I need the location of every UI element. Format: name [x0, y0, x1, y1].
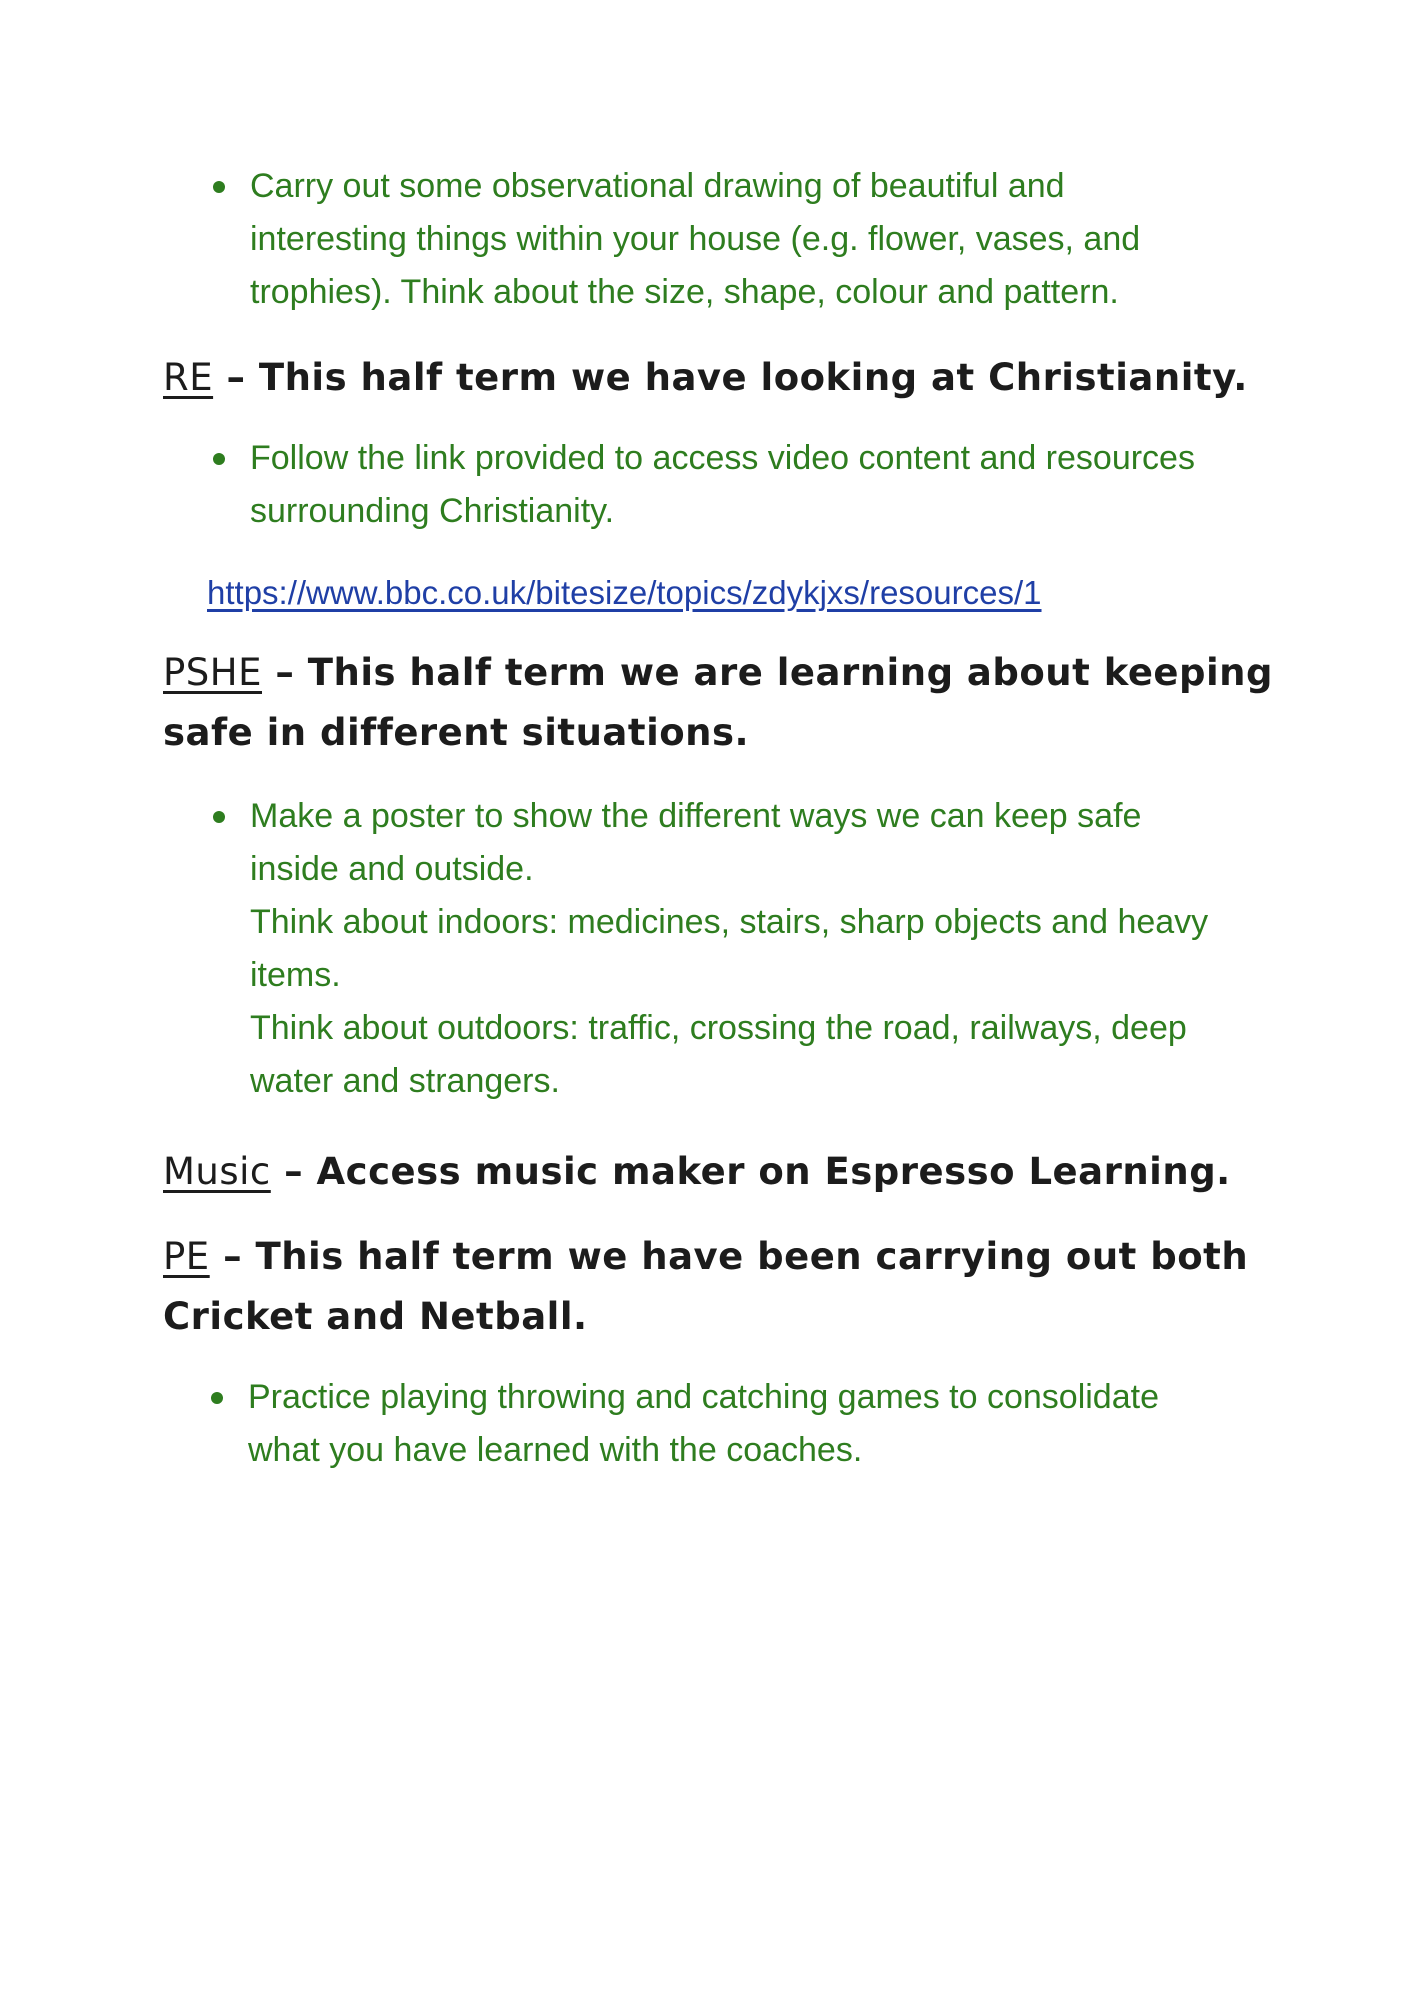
art-bullet-line: trophies). Think about the size, shape, colour and pattern. — [250, 273, 1119, 311]
music-heading-text: – Access music maker on Espresso Learning. — [270, 1150, 1231, 1193]
pshe-bullet-line: Make a poster to show the different ways we can keep safe — [250, 797, 1142, 835]
pe-subject-label: PE — [163, 1235, 210, 1278]
art-bullet-line: interesting things within your house (e.g. flower, vases, and — [250, 220, 1141, 258]
re-heading — [163, 348, 1283, 408]
pe-heading-text: – This half term we have been carrying out both — [209, 1235, 1249, 1278]
pshe-subject-label: PSHE — [163, 651, 262, 694]
re-heading-text: – This half term we have looking at Christianity. — [213, 356, 1248, 399]
pshe-heading-text-line2: safe in different situations. — [163, 711, 750, 754]
pe-heading — [163, 1227, 1283, 1347]
pe-heading-text-line2: Cricket and Netball. — [163, 1295, 588, 1338]
bbc-bitesize-link[interactable]: https://www.bbc.co.uk/bitesize/topics/zdykjxs/resources/1 — [207, 574, 1042, 611]
art-bullet-text — [250, 160, 1250, 319]
pshe-bullet-text — [250, 790, 1250, 1108]
pshe-bullet-line: Think about indoors: medicines, stairs, sharp objects and heavy — [250, 903, 1209, 941]
bullet-icon — [213, 811, 225, 823]
pe-bullet-text — [248, 1371, 1248, 1477]
bullet-icon — [213, 453, 225, 465]
music-subject-label: Music — [163, 1150, 271, 1193]
re-bullet-line: Follow the link provided to access video content and resources — [250, 439, 1195, 477]
pshe-bullet-line: water and strangers. — [250, 1062, 560, 1100]
re-bullet-line: surrounding Christianity. — [250, 492, 615, 530]
pshe-heading — [163, 643, 1283, 763]
pe-bullet-line: Practice playing throwing and catching games to consolidate — [248, 1378, 1159, 1416]
pshe-bullet-line: Think about outdoors: traffic, crossing the road, railways, deep — [250, 1009, 1187, 1047]
pshe-heading-text: – This half term we are learning about keeping — [262, 651, 1274, 694]
re-subject-label: RE — [163, 356, 214, 399]
pshe-bullet-line: inside and outside. — [250, 850, 534, 888]
music-heading — [163, 1142, 1283, 1202]
art-bullet-line: Carry out some observational drawing of beautiful and — [250, 167, 1065, 205]
re-bullet-text — [250, 432, 1250, 538]
bullet-icon — [213, 181, 225, 193]
bullet-icon — [211, 1392, 223, 1404]
pshe-bullet-line: items. — [250, 956, 341, 994]
pe-bullet-line: what you have learned with the coaches. — [248, 1431, 863, 1469]
